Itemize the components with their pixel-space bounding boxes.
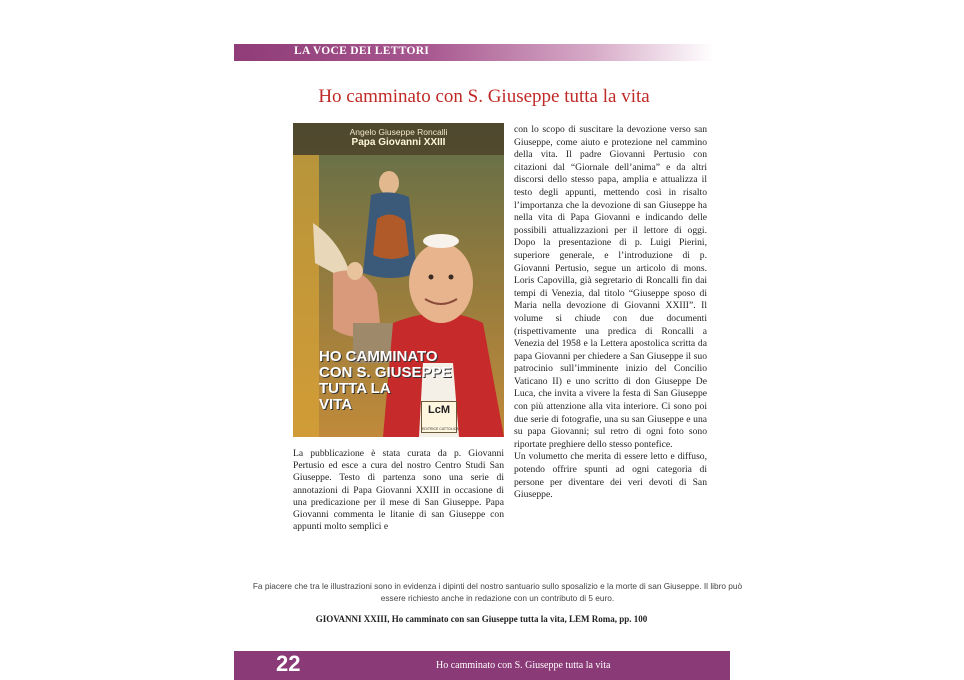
section-header-label: LA VOCE DEI LETTORI bbox=[294, 45, 430, 57]
footer-article-title: Ho camminato con S. Giuseppe tutta la vita bbox=[436, 660, 611, 671]
article-body-left-column bbox=[293, 448, 504, 533]
cover-pope-name: Papa Giovanni XXIII bbox=[351, 137, 446, 148]
book-cover-image bbox=[293, 123, 504, 437]
publisher-logo bbox=[421, 401, 457, 433]
article-title: Ho camminato con S. Giuseppe tutta la vita bbox=[318, 86, 650, 107]
page-footer bbox=[234, 651, 730, 680]
section-header-band bbox=[234, 44, 714, 61]
editorial-note: Fa piacere che tra le illustrazioni sono in evidenza i dipinti del nostro santuario sullo sposalizio e la morte di san Giuseppe. Il libro può essere richiesto anche in redazione con un contributo di 5 euro. bbox=[252, 581, 743, 603]
cover-title-line: CON S. GIUSEPPE bbox=[319, 364, 452, 381]
article-paragraph: Un volumetto che merita di essere letto e diffuso, potendo offrire spunti ad ogni categoria di persone per diventare dei veri devoti di San Giuseppe. bbox=[514, 451, 707, 501]
cover-title-line: HO CAMMINATO bbox=[319, 348, 438, 365]
cover-author: Angelo Giuseppe Roncalli bbox=[349, 127, 448, 137]
cover-title-line: VITA bbox=[319, 396, 353, 413]
article-paragraph: La pubblicazione è stata curata da p. Giovanni Pertusio ed esce a cura del nostro Centro Studi San Giuseppe. Testo di partenza sono una serie di annotazioni di Papa Giovanni XXIII in occasione di una predicazione per il mese di San Giuseppe. Papa Giovanni commenta le litanie di san Giuseppe con appunti molto semplici e bbox=[293, 448, 504, 533]
cover-title-line: TUTTA LA bbox=[319, 380, 391, 397]
publisher-logo-text: LcM bbox=[428, 404, 450, 416]
page-number: 22 bbox=[276, 651, 301, 676]
publisher-logo-subtitle: EDITRICE CATTOLICA bbox=[422, 427, 459, 431]
article-paragraph: con lo scopo di suscitare la devozione verso san Giuseppe, come aiuto e protezione nel cammino della vita. Il padre Giovanni Pertusio con citazioni dal “Giornale dell’anima” e da altri discorsi dello stesso papa, amplia e attualizza il testo degli appunti, mettendo così in risalto l’importanza che la devozione di san Giuseppe ha nella vita di Papa Giovanni e indicando delle possibili attualizzazioni per il lettore di oggi. Dopo la presentazione di p. Luigi Pierini, superiore generale, e l’introduzione di p. Giovanni Pertusio, segue un articolo di mons. Loris Capovilla, già segretario di Roncalli fin dai tempi di Venezia, dal titolo “Giuseppe sposo di Maria nella devozione di Giovanni XXIII”. Il volume si chiude con due documenti (rispettivamente una predica di Roncalli a Venezia del 1958 e la Lettera apostolica scritta da papa Giovanni per chiedere a San Giuseppe il suo patrocinio sull’imminente inizio del Concilio Vaticano II) e uno scritto di don Giuseppe De Luca, che invita a vivere la festa di San Giuseppe con più attenzione alla vita interiore. Ci sono poi due serie di fotografie, una su san Giuseppe e una su papa Giovanni; sul retro di ogni foto sono riportate preghiere dello stesso pontefice. bbox=[514, 124, 707, 450]
article-body-right-column bbox=[514, 124, 707, 502]
book-citation: GIOVANNI XXIII, Ho camminato con san Giuseppe tutta la vita, LEM Roma, pp. 100 bbox=[315, 614, 648, 624]
